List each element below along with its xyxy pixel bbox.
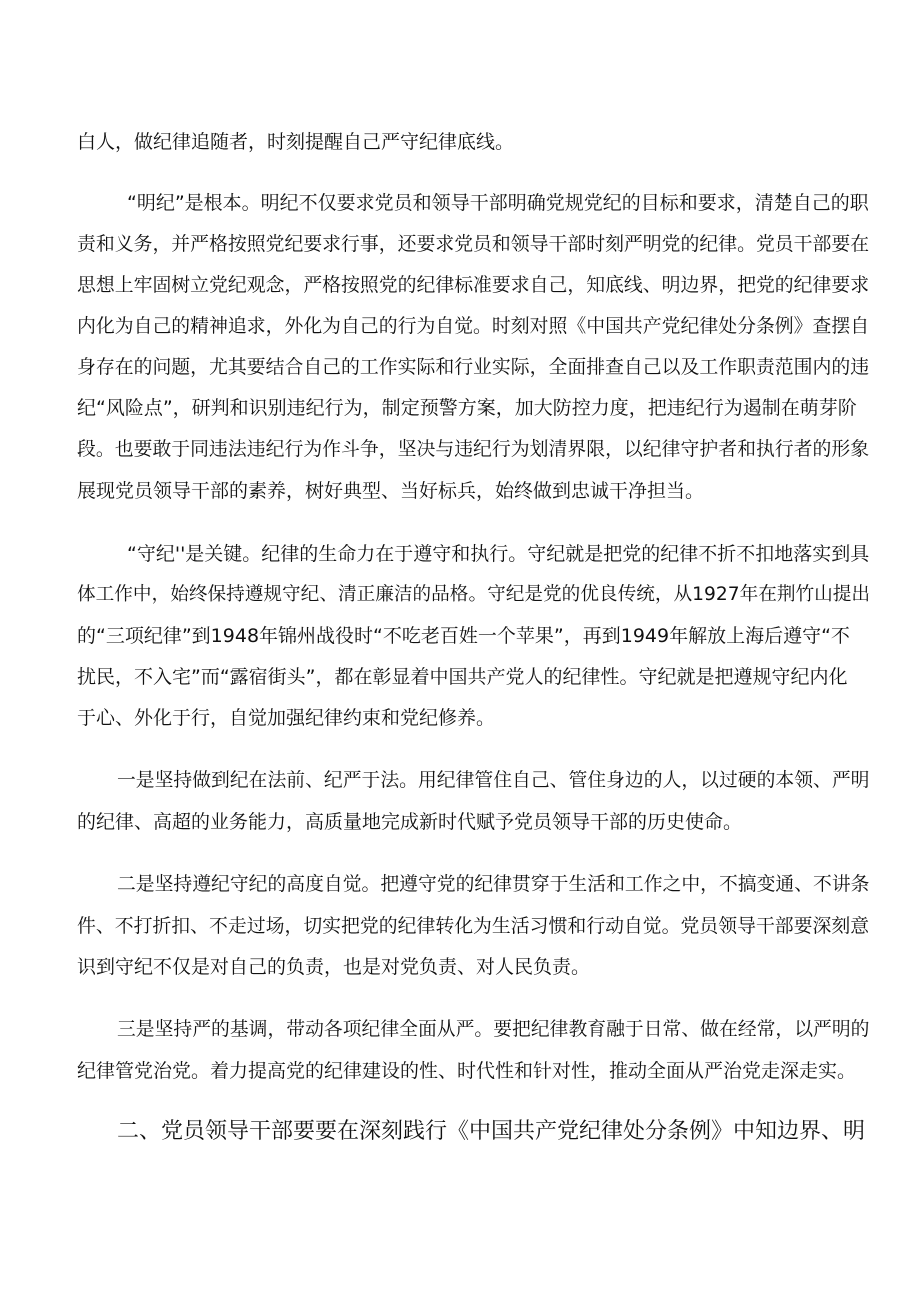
text-line: 展现党员领导干部的素养，树好典型、当好标兵，始终做到忠诚干净担当。 <box>77 480 705 502</box>
text-line: 扰民，不入宅”而“露宿街头”，都在彰显着中国共产党人的纪律性。守纪就是把遵规守纪内化 <box>77 666 848 688</box>
text-line: 二是坚持遵纪守纪的高度自觉。把遵守党的纪律贯穿于生活和工作之中，不搞变通、不讲条 <box>117 874 870 895</box>
text-line: 思想上牢固树立党纪观念，严格按照党的纪律标准要求自己，知底线、明边界，把党的纪律要求 <box>77 274 870 296</box>
text-line: “守纪''是关键。纪律的生命力在于遵守和执行。守纪就是把党的纪律不折不扣地落实到具 <box>127 543 870 565</box>
text-line: 的“三项纪律”到1948年锦州战役时“不吃老百姓一个苹果”，再到1949年解放上海后遵守“不 <box>77 625 850 647</box>
text-line: “明纪”是根本。明纪不仅要求党员和领导干部明确党规党纪的目标和要求，清楚自己的职 <box>127 192 869 214</box>
text-line: 件、不打折扣、不走过场，切实把党的纪律转化为生活习惯和行动自觉。党员领导干部要深刻意 <box>77 915 870 937</box>
text-line: 体工作中，始终保持遵规守纪、清正廉洁的品格。守纪是党的优良传统，从1927年在荆竹山提出 <box>77 584 871 605</box>
text-line: 纪“风险点”，研判和识别违纪行为，制定预警方案，加大防控力度，把违纪行为遏制在萌芽阶 <box>77 397 857 419</box>
text-line: 识到守纪不仅是对自己的负责，也是对党负责、对人民负责。 <box>77 956 591 978</box>
text-line: 责和义务，并严格按照党纪要求行事，还要求党员和领导干部时刻严明党的纪律。党员干部要在 <box>77 233 870 255</box>
heading-text: 二、党员领导干部要要在深刻践行《中国共产党纪律处分条例》中知边界、明 <box>117 1119 866 1144</box>
text-line: 身存在的问题，尤其要结合自己的工作实际和行业实际，全面排查自己以及工作职责范围内的违 <box>77 356 870 378</box>
text-line: 的纪律、高超的业务能力，高质量地完成新时代赋予党员领导干部的历史使命。 <box>77 811 743 833</box>
text-line: 于心、外化于行，自觉加强纪律约束和党纪修养。 <box>77 707 496 729</box>
text-line: 白人，做纪律追随者，时刻提醒自己严守纪律底线。 <box>77 131 515 153</box>
text-line: 一是坚持做到纪在法前、纪严于法。用纪律管住自己、管住身边的人，以过硬的本领、严明 <box>117 770 870 791</box>
text-line: 纪律管党治党。着力提高党的纪律建设的性、时代性和针对性，推动全面从严治党走深走实。 <box>77 1060 857 1082</box>
text-line: 内化为自己的精神追求，外化为自己的行为自觉。时刻对照《中国共产党纪律处分条例》查摆自 <box>77 315 870 337</box>
text-line: 三是坚持严的基调，带动各项纪律全面从严。要把纪律教育融于日常、做在经常，以严明的 <box>117 1019 870 1040</box>
text-line: 段。也要敢于同违法违纪行为作斗争，坚决与违纪行为划清界限，以纪律守护者和执行者的形象 <box>77 438 870 460</box>
